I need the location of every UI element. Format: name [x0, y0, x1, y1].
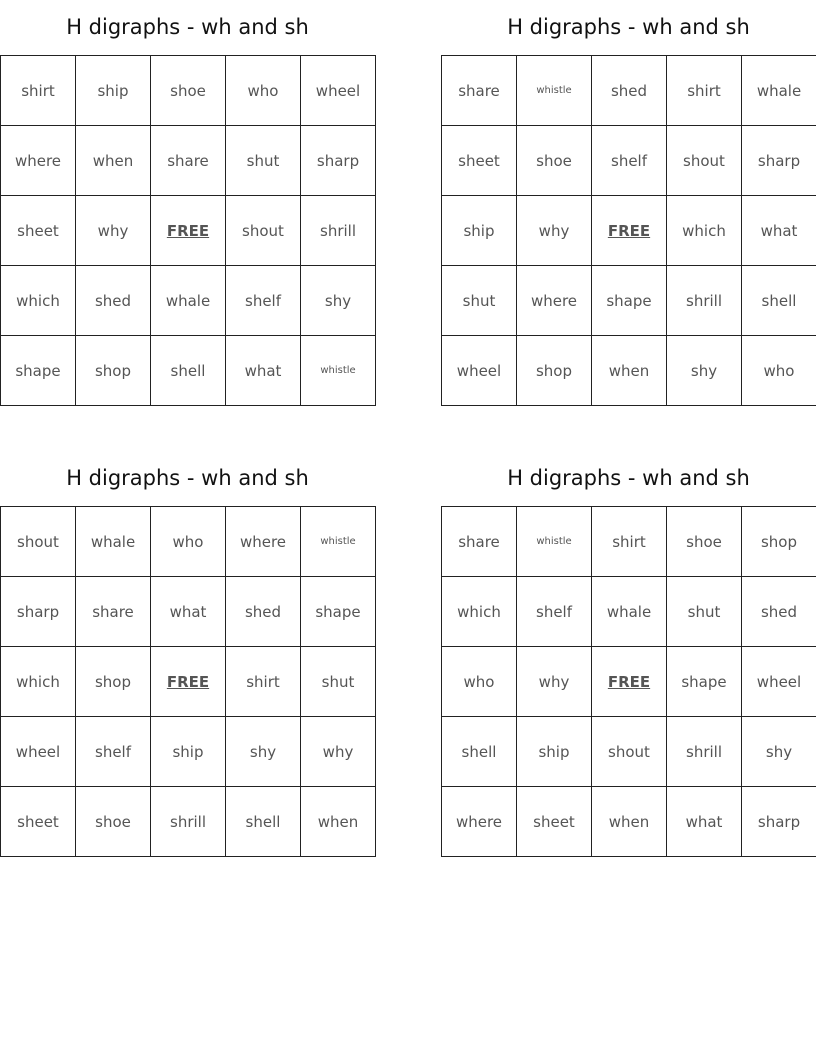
word-cell: where	[226, 507, 301, 577]
word-cell: shell	[151, 336, 226, 406]
word-cell: shelf	[592, 126, 667, 196]
word-cell: shrill	[151, 787, 226, 857]
grid-row	[1, 196, 376, 266]
word-cell: shed	[76, 266, 151, 336]
word-cell: whistle	[301, 507, 376, 577]
word-cell: whale	[592, 577, 667, 647]
grid-row	[442, 787, 816, 857]
word-cell: what	[151, 577, 226, 647]
word-cell: shoe	[151, 56, 226, 126]
word-cell: sheet	[442, 126, 517, 196]
grid-row	[1, 266, 376, 336]
word-cell: share	[442, 56, 517, 126]
free-space: FREE	[592, 647, 667, 717]
word-cell: who	[742, 336, 816, 406]
word-cell: whistle	[517, 507, 592, 577]
grid-row	[1, 126, 376, 196]
grid-row	[1, 717, 376, 787]
grid-row	[442, 647, 816, 717]
word-cell: ship	[517, 717, 592, 787]
bingo-card-3	[0, 451, 375, 857]
grid-row	[442, 56, 816, 126]
word-cell: shape	[592, 266, 667, 336]
bingo-card-2	[441, 0, 816, 406]
word-cell: wheel	[301, 56, 376, 126]
word-cell: who	[442, 647, 517, 717]
word-cell: why	[517, 647, 592, 717]
word-cell: ship	[76, 56, 151, 126]
word-cell: when	[301, 787, 376, 857]
word-cell: why	[76, 196, 151, 266]
word-cell: shoe	[667, 507, 742, 577]
word-cell: what	[667, 787, 742, 857]
word-cell: ship	[442, 196, 517, 266]
word-cell: shirt	[667, 56, 742, 126]
word-cell: shop	[76, 647, 151, 717]
word-cell: shut	[442, 266, 517, 336]
word-cell: which	[442, 577, 517, 647]
word-cell: sharp	[742, 126, 816, 196]
word-cell: why	[517, 196, 592, 266]
grid-row	[442, 507, 816, 577]
card-title: H digraphs - wh and sh	[507, 15, 750, 39]
bingo-grid	[0, 506, 376, 857]
word-cell: sheet	[517, 787, 592, 857]
free-space: FREE	[151, 196, 226, 266]
word-cell: shrill	[667, 266, 742, 336]
grid-row	[442, 717, 816, 787]
word-cell: sheet	[1, 787, 76, 857]
grid-row	[1, 507, 376, 577]
word-cell: what	[226, 336, 301, 406]
grid-row	[1, 56, 376, 126]
bingo-grid	[441, 55, 816, 406]
word-cell: sharp	[301, 126, 376, 196]
grid-row	[442, 126, 816, 196]
word-cell: whistle	[517, 56, 592, 126]
word-cell: shut	[301, 647, 376, 717]
word-cell: shirt	[226, 647, 301, 717]
word-cell: shed	[592, 56, 667, 126]
word-cell: sheet	[1, 196, 76, 266]
word-cell: shout	[226, 196, 301, 266]
word-cell: wheel	[442, 336, 517, 406]
grid-row	[1, 647, 376, 717]
free-space: FREE	[151, 647, 226, 717]
word-cell: shape	[1, 336, 76, 406]
word-cell: shout	[592, 717, 667, 787]
word-cell: share	[151, 126, 226, 196]
word-cell: wheel	[742, 647, 816, 717]
word-cell: which	[1, 647, 76, 717]
word-cell: shape	[667, 647, 742, 717]
grid-row	[442, 266, 816, 336]
word-cell: shrill	[667, 717, 742, 787]
word-cell: what	[742, 196, 816, 266]
word-cell: shirt	[1, 56, 76, 126]
word-cell: shy	[226, 717, 301, 787]
word-cell: shed	[226, 577, 301, 647]
word-cell: shelf	[226, 266, 301, 336]
word-cell: shoe	[517, 126, 592, 196]
word-cell: shell	[442, 717, 517, 787]
grid-row	[1, 787, 376, 857]
word-cell: shut	[667, 577, 742, 647]
word-cell: share	[76, 577, 151, 647]
word-cell: why	[301, 717, 376, 787]
card-title: H digraphs - wh and sh	[66, 15, 309, 39]
word-cell: shop	[517, 336, 592, 406]
word-cell: whale	[742, 56, 816, 126]
word-cell: where	[442, 787, 517, 857]
word-cell: ship	[151, 717, 226, 787]
word-cell: shell	[742, 266, 816, 336]
word-cell: which	[667, 196, 742, 266]
word-cell: when	[592, 336, 667, 406]
word-cell: when	[76, 126, 151, 196]
word-cell: when	[592, 787, 667, 857]
grid-row	[1, 336, 376, 406]
word-cell: shop	[742, 507, 816, 577]
free-space: FREE	[592, 196, 667, 266]
word-cell: shelf	[76, 717, 151, 787]
word-cell: whale	[151, 266, 226, 336]
word-cell: where	[1, 126, 76, 196]
bingo-card-1	[0, 0, 375, 406]
word-cell: wheel	[1, 717, 76, 787]
grid-row	[442, 577, 816, 647]
word-cell: who	[226, 56, 301, 126]
word-cell: where	[517, 266, 592, 336]
grid-row	[442, 336, 816, 406]
bingo-grid	[0, 55, 376, 406]
word-cell: sharp	[742, 787, 816, 857]
word-cell: shout	[1, 507, 76, 577]
word-cell: shed	[742, 577, 816, 647]
word-cell: shrill	[301, 196, 376, 266]
word-cell: shelf	[517, 577, 592, 647]
word-cell: shy	[301, 266, 376, 336]
word-cell: shape	[301, 577, 376, 647]
word-cell: shell	[226, 787, 301, 857]
word-cell: shout	[667, 126, 742, 196]
card-title: H digraphs - wh and sh	[507, 466, 750, 490]
word-cell: whistle	[301, 336, 376, 406]
word-cell: shy	[667, 336, 742, 406]
word-cell: shut	[226, 126, 301, 196]
word-cell: shirt	[592, 507, 667, 577]
word-cell: shy	[742, 717, 816, 787]
grid-row	[1, 577, 376, 647]
bingo-card-4	[441, 451, 816, 857]
word-cell: sharp	[1, 577, 76, 647]
bingo-grid	[441, 506, 816, 857]
word-cell: who	[151, 507, 226, 577]
word-cell: shoe	[76, 787, 151, 857]
word-cell: share	[442, 507, 517, 577]
word-cell: which	[1, 266, 76, 336]
grid-row	[442, 196, 816, 266]
card-title: H digraphs - wh and sh	[66, 466, 309, 490]
word-cell: shop	[76, 336, 151, 406]
word-cell: whale	[76, 507, 151, 577]
